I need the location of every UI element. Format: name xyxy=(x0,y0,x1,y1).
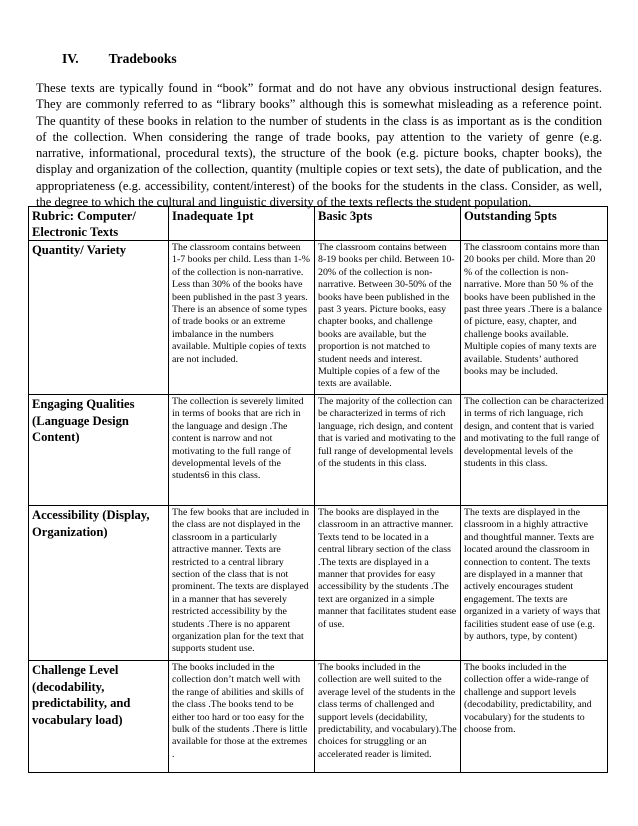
section-heading xyxy=(62,51,177,67)
criterion-cell: Engaging Qualities (Language Design Content) xyxy=(29,395,169,506)
criterion-cell: Accessibility (Display, Organization) xyxy=(29,506,169,661)
basic-cell: The majority of the collection can be characterized in terms of rich language, rich design, and content that is varied and motivating to the full range of developmental levels of the students in this class. xyxy=(315,395,461,506)
table-row xyxy=(29,395,608,506)
header-criterion: Rubric: Computer/ Electronic Texts xyxy=(29,207,169,241)
header-basic: Basic 3pts xyxy=(315,207,461,241)
outstanding-cell: The books included in the collection offer a wide-range of challenge and support levels (decodability, predictability, and vocabulary) for the students to choose from. xyxy=(461,661,608,773)
section-numeral: IV. xyxy=(62,51,79,66)
inadequate-cell: The classroom contains between 1-7 books per child. Less than 1-% of the collection is non-narrative. Less than 30% of the books have been published in the past 3 years. There is an absence of some types of trade books or an extreme imbalance in the numbers available. Multiple copies of texts are not included. xyxy=(169,241,315,395)
basic-cell: The books are displayed in the classroom in an attractive manner. Texts tend to be located in a central library section of the class .The texts are displayed in a manner that provides for easy accessibility by the students .The text are organized in a simple manner that facilitates student ease of use. xyxy=(315,506,461,661)
inadequate-cell: The few books that are included in the class are not displayed in the classroom in a particularly attractive manner. Texts are restricted to a central library section of the class that is not prominent. The texts are displayed in a manner that has severely restricted accessibility by the students .There is no apparent organization plan for the text that supports student use. xyxy=(169,506,315,661)
table-header-row xyxy=(29,207,608,241)
criterion-cell: Challenge Level (decodability, predictability, and vocabulary load) xyxy=(29,661,169,773)
inadequate-cell: The books included in the collection don’t match well with the range of abilities and skills of the class .The books tend to be either too hard or too easy for the bulk of the students .There is little available for those at the extremes . xyxy=(169,661,315,773)
header-outstanding: Outstanding 5pts xyxy=(461,207,608,241)
header-inadequate: Inadequate 1pt xyxy=(169,207,315,241)
table-row xyxy=(29,506,608,661)
rubric-table xyxy=(28,206,608,773)
section-title: Tradebooks xyxy=(108,51,177,66)
basic-cell: The classroom contains between 8-19 books per child. Between 10-20% of the collection is non-narrative. Between 30-50% of the books have been published in the past 3 years. Picture books, easy chapter books, and challenge books are available, but the proportion is not matched to student needs and interest. Multiple copies of a few of the texts are available. xyxy=(315,241,461,395)
inadequate-cell: The collection is severely limited in terms of books that are rich in the language and design .The content is narrow and not motivating to the full range of developmental levels of the students6 in this class. xyxy=(169,395,315,506)
intro-paragraph: These texts are typically found in “book” format and do not have any obvious instructional design features. They are commonly referred to as “library books” although this is somewhat misleading as a reference point. The quantity of these books in relation to the number of students in the class is as important as is the condition of the collection. When considering the range of trade books, pay attention to the variety of genre (e.g. narrative, informational, procedural texts), the structure of the book (e.g. picture books, chapter books), the display and organization of the collection, quantity (multiple copies or text sets), the date of publication, and the appropriateness (e.g. accessibility, content/interest) of the books for the students in the class. Consider, as well, the degree to which the cultural and linguistic diversity of the texts reflects the student population. xyxy=(36,81,602,210)
outstanding-cell: The texts are displayed in the classroom in a highly attractive and thoughtful manner. Texts are located around the classroom in connection to content. The texts are displayed in a manner that actively encourages student engagement. The texts are organized in a variety of ways that facilities student ease of use (e.g. by authors, type, by content) xyxy=(461,506,608,661)
outstanding-cell: The collection can be characterized in terms of rich language, rich design, and content that is varied and motivating to the full range of developmental levels of the students in this class. xyxy=(461,395,608,506)
table-row xyxy=(29,661,608,773)
table-row xyxy=(29,241,608,395)
outstanding-cell: The classroom contains more than 20 books per child. More than 20 % of the collection is non-narrative. More than 50 % of the books have been published in the past three years .There is a balance of picture, easy, chapter, and challenge books available. Multiple copies of many texts are available. Students’ authored books may be included. xyxy=(461,241,608,395)
basic-cell: The books included in the collection are well suited to the average level of the students in the class terms of challenged and support levels (decidability, predictability, and vocabulary).The choices for struggling or an accelerated reader is limited. xyxy=(315,661,461,773)
criterion-cell: Quantity/ Variety xyxy=(29,241,169,395)
